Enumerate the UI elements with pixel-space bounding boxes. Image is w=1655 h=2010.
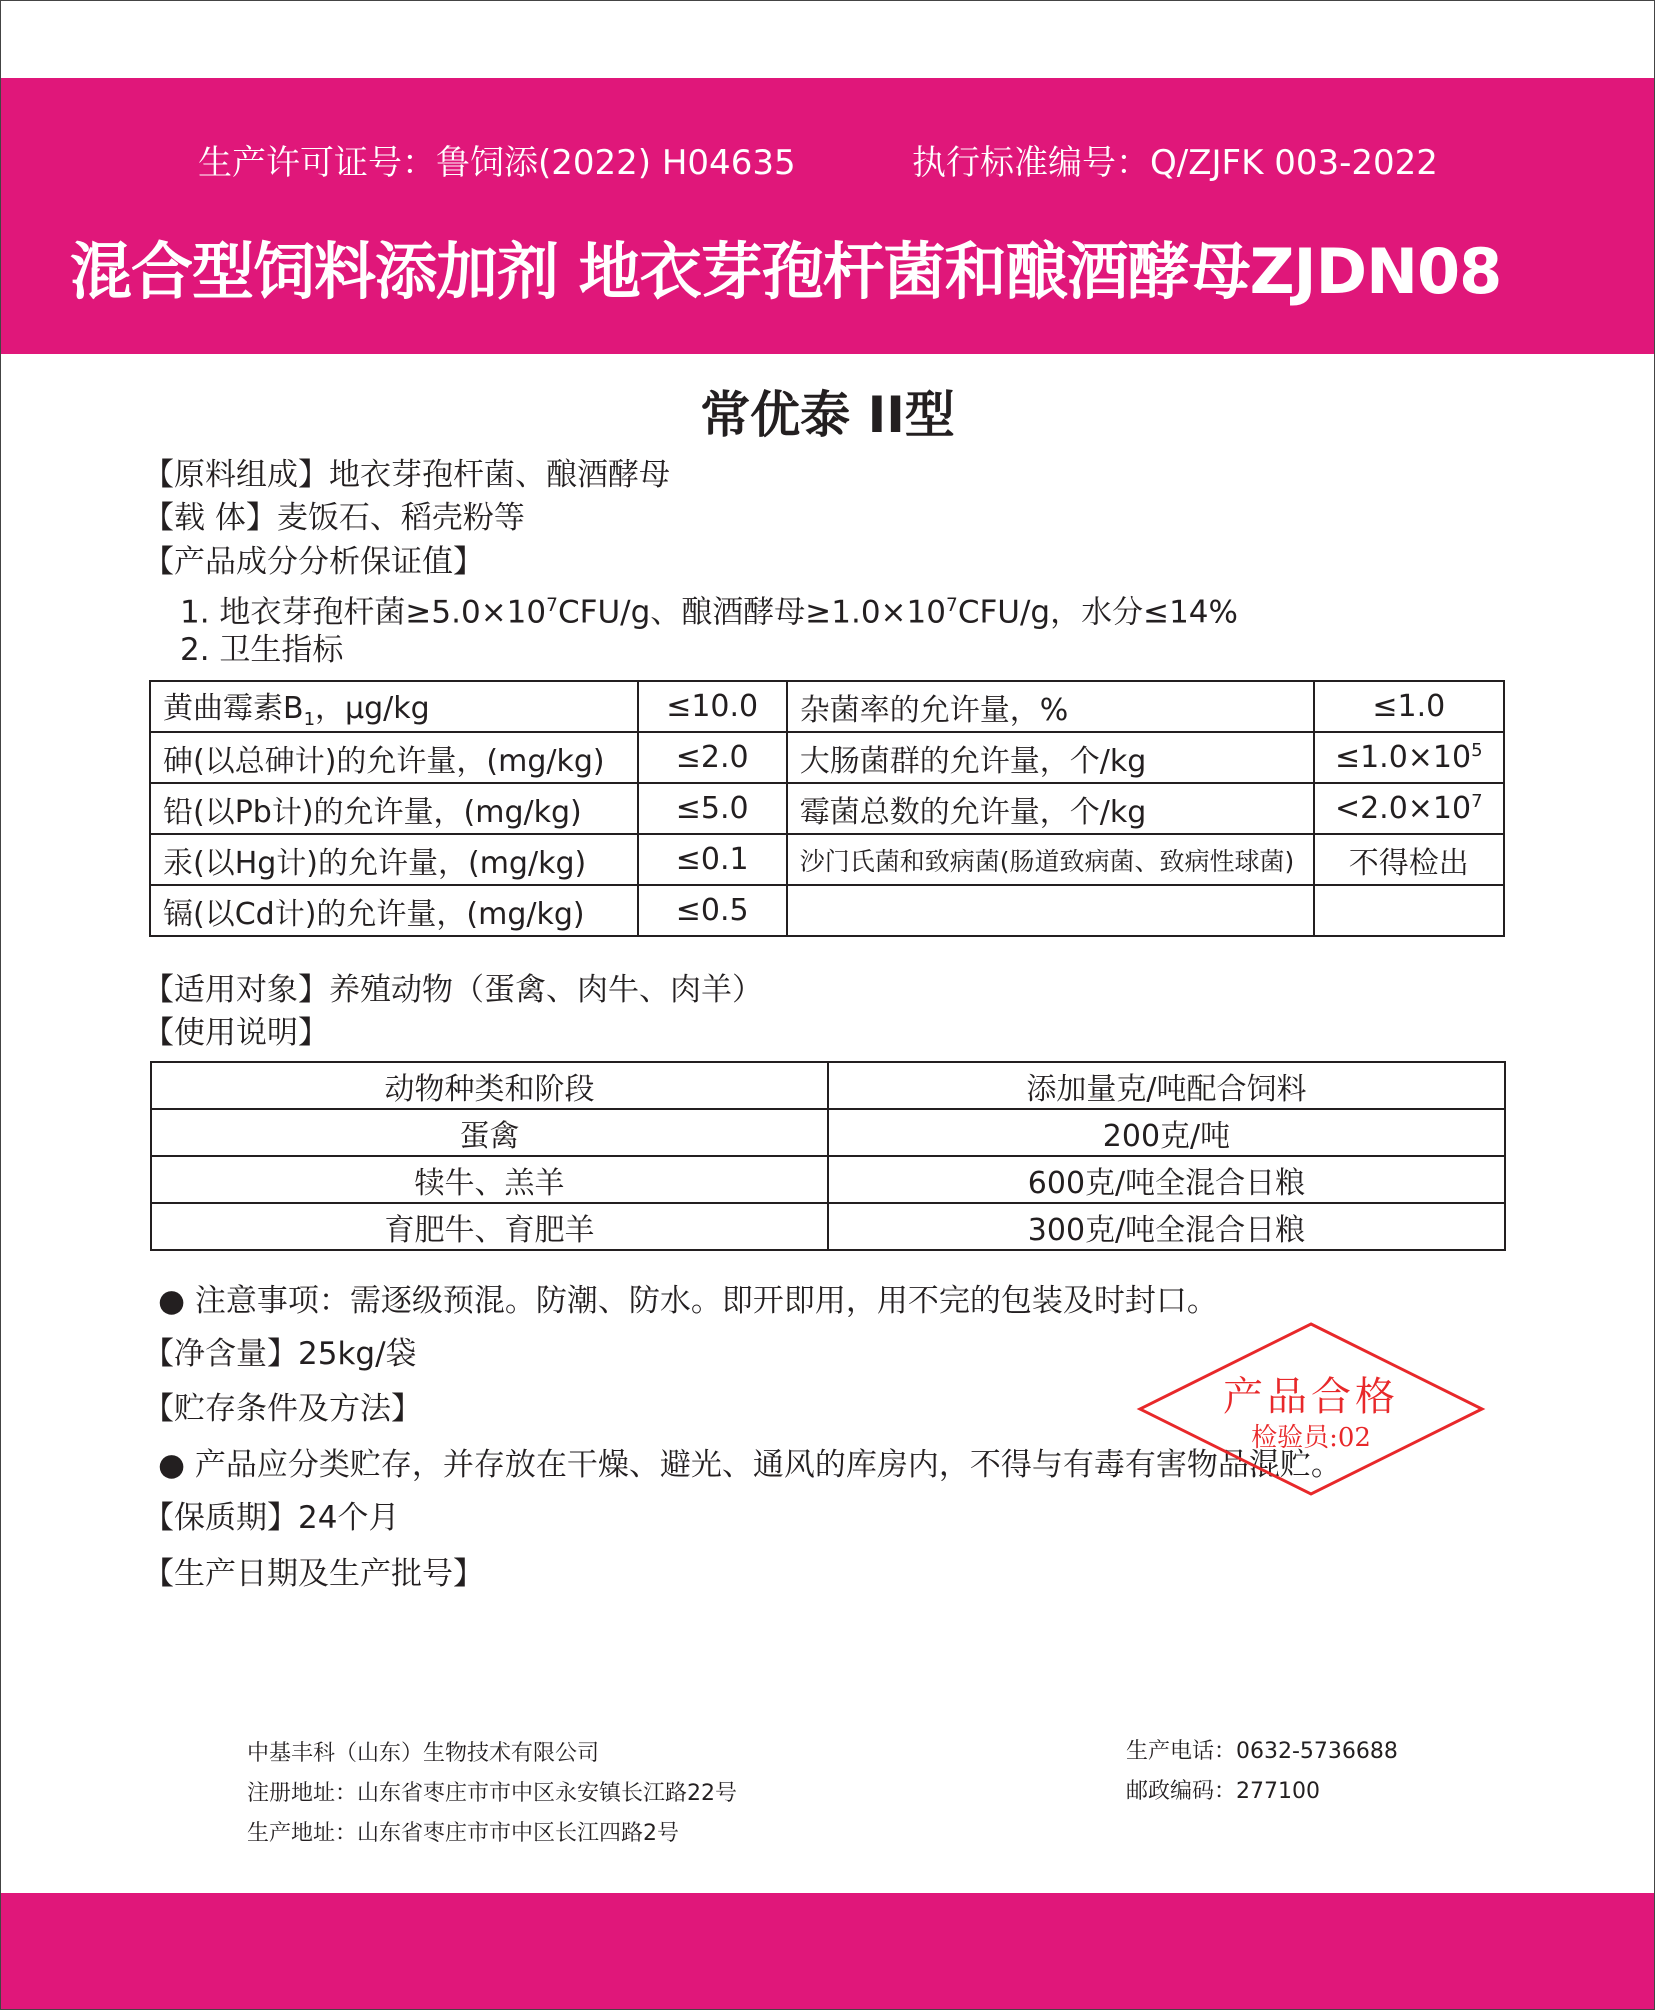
stamp-text: 产品合格: [1223, 1374, 1399, 1420]
storage-heading: 【贮存条件及方法】: [143, 1391, 422, 1427]
dosage: 200克/吨: [828, 1109, 1505, 1156]
table-row: [150, 681, 1504, 732]
production-address: 生产地址：山东省枣庄市市中区长江四路2号: [247, 1821, 679, 1846]
analysis-item-1: 1. 地衣芽孢杆菌$\ge 5.0\times 10^7CFU/g$、酿酒酵母$\ge 1.0\times 10^7CFU/g$，水分≤14%: [180, 594, 1238, 631]
footer-band: [1, 1893, 1654, 2009]
hygiene-item: 镉(以Cd计)的允许量，(mg/kg): [150, 885, 638, 936]
hygiene-value: $<2.0\times 10^7$: [1314, 783, 1504, 834]
hygiene-item: 铅(以Pb计)的允许量，(mg/kg): [150, 783, 638, 834]
table-row: [151, 1156, 1505, 1203]
hygiene-item: 砷(以总砷计)的允许量，(mg/kg): [150, 732, 638, 783]
animal-stage: 蛋禽: [151, 1109, 828, 1156]
hygiene-table: [149, 680, 1505, 937]
dosage: 600克/吨全混合日粮: [828, 1156, 1505, 1203]
hygiene-value: 不得检出: [1314, 834, 1504, 885]
company-name: 中基丰科（山东）生物技术有限公司: [247, 1741, 600, 1766]
table-row: [150, 834, 1504, 885]
animal-stage: 犊牛、羔羊: [151, 1156, 828, 1203]
hygiene-value: $\le 1.0\times 10^5$: [1314, 732, 1504, 783]
main-title: 混合型饲料添加剂 地衣芽孢杆菌和酿酒酵母ZJDN08: [70, 235, 1502, 308]
raw-materials: 【原料组成】地衣芽孢杆菌、酿酒酵母: [143, 457, 670, 493]
table-row: [150, 783, 1504, 834]
column-header: 动物种类和阶段: [151, 1062, 828, 1109]
analysis-item-2: 2. 卫生指标: [180, 632, 344, 668]
hygiene-value: ≤0.5: [638, 885, 787, 936]
hygiene-value: ≤1.0: [1314, 681, 1504, 732]
hygiene-item: 沙门氏菌和致病菌(肠道致病菌、致病性球菌): [787, 834, 1314, 885]
license-number: 生产许可证号：鲁饲添(2022) H04635: [198, 143, 796, 183]
table-header-row: [151, 1062, 1505, 1109]
analysis-heading: 【产品成分分析保证值】: [143, 544, 484, 580]
storage-text: ● 产品应分类贮存，并存放在干燥、避光、通风的库房内，不得与有毒有害物品混贮。: [158, 1447, 1342, 1483]
hygiene-item: 黄曲霉素$B_1$，μg/kg: [150, 681, 638, 732]
table-row: [150, 885, 1504, 936]
registered-address: 注册地址：山东省枣庄市市中区永安镇长江路22号: [247, 1781, 737, 1806]
product-name: 常优泰 II型: [700, 386, 955, 444]
header-band: [1, 78, 1654, 354]
hygiene-item: 汞(以Hg计)的允许量，(mg/kg): [150, 834, 638, 885]
usage-heading: 【使用说明】: [143, 1015, 329, 1051]
hygiene-item: 霉菌总数的允许量，个/kg: [787, 783, 1314, 834]
hygiene-value: [1314, 885, 1504, 936]
notice: ● 注意事项：需逐级预混。防潮、防水。即开即用，用不完的包装及时封口。: [158, 1283, 1218, 1319]
target-animals: 【适用对象】养殖动物（蛋禽、肉牛、肉羊）: [143, 972, 763, 1008]
carrier: 【载 体】麦饭石、稻壳粉等: [143, 500, 525, 536]
table-row: [151, 1109, 1505, 1156]
phone-number: 生产电话：0632-5736688: [1126, 1739, 1398, 1764]
net-content: 【净含量】25kg/袋: [143, 1336, 417, 1372]
hygiene-value: ≤10.0: [638, 681, 787, 732]
postal-code: 邮政编码：277100: [1126, 1779, 1320, 1804]
hygiene-item: 大肠菌群的允许量，个/kg: [787, 732, 1314, 783]
hygiene-value: ≤5.0: [638, 783, 787, 834]
stamp-inspector: 检验员:02: [1251, 1423, 1371, 1453]
animal-stage: 育肥牛、育肥羊: [151, 1203, 828, 1250]
dosage: 300克/吨全混合日粮: [828, 1203, 1505, 1250]
table-row: [150, 732, 1504, 783]
table-row: [151, 1203, 1505, 1250]
hygiene-value: ≤2.0: [638, 732, 787, 783]
hygiene-item: [787, 885, 1314, 936]
hygiene-value: ≤0.1: [638, 834, 787, 885]
column-header: 添加量克/吨配合饲料: [828, 1062, 1505, 1109]
usage-table: [150, 1061, 1506, 1251]
shelf-life: 【保质期】24个月: [143, 1500, 400, 1536]
hygiene-item: 杂菌率的允许量，%: [787, 681, 1314, 732]
standard-number: 执行标准编号：Q/ZJFK 003-2022: [912, 143, 1438, 183]
production-date-batch: 【生产日期及生产批号】: [143, 1556, 484, 1592]
